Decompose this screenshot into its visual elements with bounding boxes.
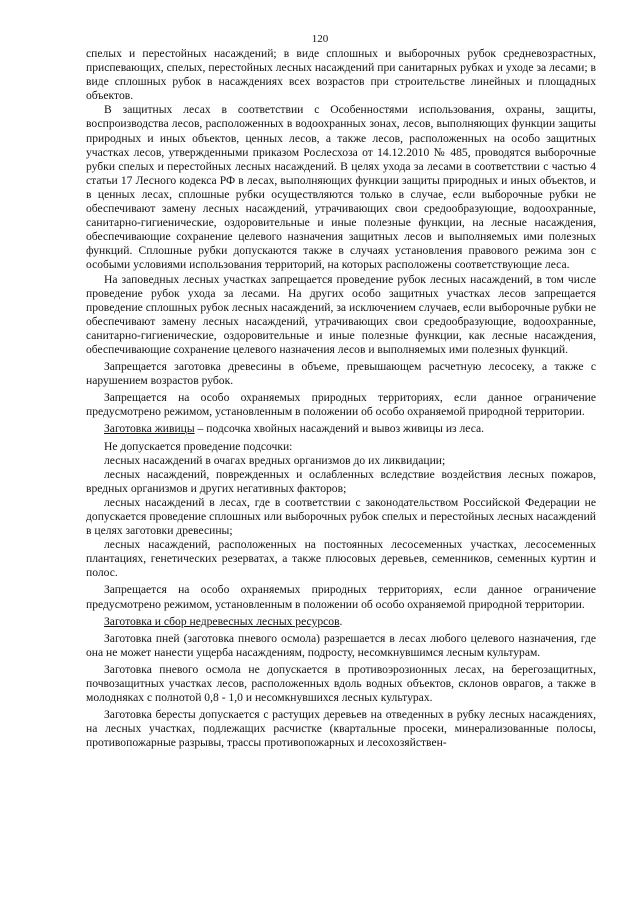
section-heading-resin bbox=[86, 422, 596, 436]
underlined-term: Заготовка и сбор недревесных лесных ресурсов bbox=[104, 614, 340, 628]
body-text bbox=[86, 47, 596, 751]
paragraph: Запрещается заготовка древесины в объеме, превышающем расчетную лесосеку, а также с нарушением возрастов рубок. bbox=[86, 360, 596, 388]
paragraph: Не допускается проведение подсочки: bbox=[104, 439, 293, 453]
page-number: 120 bbox=[311, 33, 329, 45]
heading-rest: . bbox=[339, 614, 343, 628]
list-item: лесных насаждений в лесах, где в соответствии с законодательством Российской Федерации не допускается проведение сплошных или выборочных рубок спелых и перестойных лесных насаждений в целях заготовки древесины; bbox=[86, 495, 596, 538]
section-heading-nontimber bbox=[86, 615, 596, 629]
list-item: лесных насаждений, поврежденных и ослабленных вследствие воздействия лесных пожаров, вредных организмов и других негативных факторов; bbox=[86, 467, 596, 495]
paragraph: Заготовка пневого осмола не допускается в противоэрозионных лесах, на берегозащитных, почвозащитных участках лесов, расположенных вдоль водных объектов, склонов оврагов, а также в молодняках с полнотой 0,8 - 1,0 и несомкнувшихся лесных культурах. bbox=[86, 662, 596, 705]
paragraph: В защитных лесах в соответствии с Особенностями использования, охраны, защиты, воспроизводства лесов, расположенных в водоохранных зонах, лесов, выполняющих функции защиты природных и иных объектов, ценных лесов, а также лесов, расположенных на особо защитных участках лесов, утвержденными приказом Рослесхоза от 14.12.2010 № 485, проводятся выборочные рубки спелых и перестойных лесных насаждений. В целях ухода за лесами в соответствии с частью 4 статьи 17 Лесного кодекса РФ в лесах, выполняющих функции защиты природных и иных объектов, и в ценных лесах, сплошные рубки осуществляются только в случае, если выборочные рубки не обеспечивают замену лесных насаждений, утрачивающих свои средообразующие, водоохранные, санитарно-гигиенические, оздоровительные и иные полезные функции, на лесные насаждения, обеспечивающие сохранение целевого назначения защитных лесов и выполняемых ими полезных функций. Сплошные рубки допускаются также в случаях установления правового режима зон с особыми условиями использования территорий, на которых расположены соответствующие леса. bbox=[86, 103, 596, 272]
list-item: лесных насаждений, расположенных на постоянных лесосеменных участках, лесосеменных плантациях, генетических резерватах, а также плюсовых деревьев, семенников, семенных куртин и полос. bbox=[86, 538, 596, 580]
paragraph: Запрещается на особо охраняемых природных территориях, если данное ограничение предусмотрено режимом, установленным в положении об особо охраняемой природной территории. bbox=[86, 391, 596, 419]
paragraph: Запрещается на особо охраняемых природных территориях, если данное ограничение предусмотрено режимом, установленным в положении об особо охраняемой природной территории. bbox=[86, 583, 596, 611]
paragraph: спелых и перестойных насаждений; в виде сплошных и выборочных рубок средневозрастных, приспевающих, спелых, перестойных лесных насаждений при санитарных рубках и уходе за лесами; в виде сплошных рубок в насаждениях всех возрастов при строительстве линейных и площадных объектов. bbox=[86, 47, 596, 103]
paragraph: Заготовка пней (заготовка пневого осмола) разрешается в лесах любого целевого назначения, где она не может нанести ущерба насаждениям, подросту, несомкнувшимся лесным культурам. bbox=[86, 631, 596, 659]
underlined-term: Заготовка живицы bbox=[104, 422, 195, 436]
paragraph: Заготовка бересты допускается с растущих деревьев на отведенных в рубку лесных насаждениях, на лесных участках, подлежащих расчистке (квартальные просеки, минерализованные полосы, противопожарные разрывы, трассы противопожарных и лесохозяйствен- bbox=[86, 708, 596, 750]
list-item: лесных насаждений в очагах вредных организмов до их ликвидации; bbox=[104, 453, 446, 467]
heading-rest: – подсочка хвойных насаждений и вывоз живицы из леса. bbox=[194, 422, 485, 436]
paragraph: На заповедных лесных участках запрещается проведение рубок лесных насаждений, в том числе проведение рубок ухода за лесами. На других особо защитных участках лесов запрещается проведение сплошных рубок лесных насаждений, за исключением случаев, если выборочные рубки не обеспечивают замену лесных насаждений, утрачивающих свои средообразующие, водоохранные, санитарно-гигиенические, оздоровительные и иные полезные функции, как лесные насаждения, обеспечивающие сохранение целевого назначения лесов и выполняемых ими полезных функций. bbox=[86, 272, 596, 356]
